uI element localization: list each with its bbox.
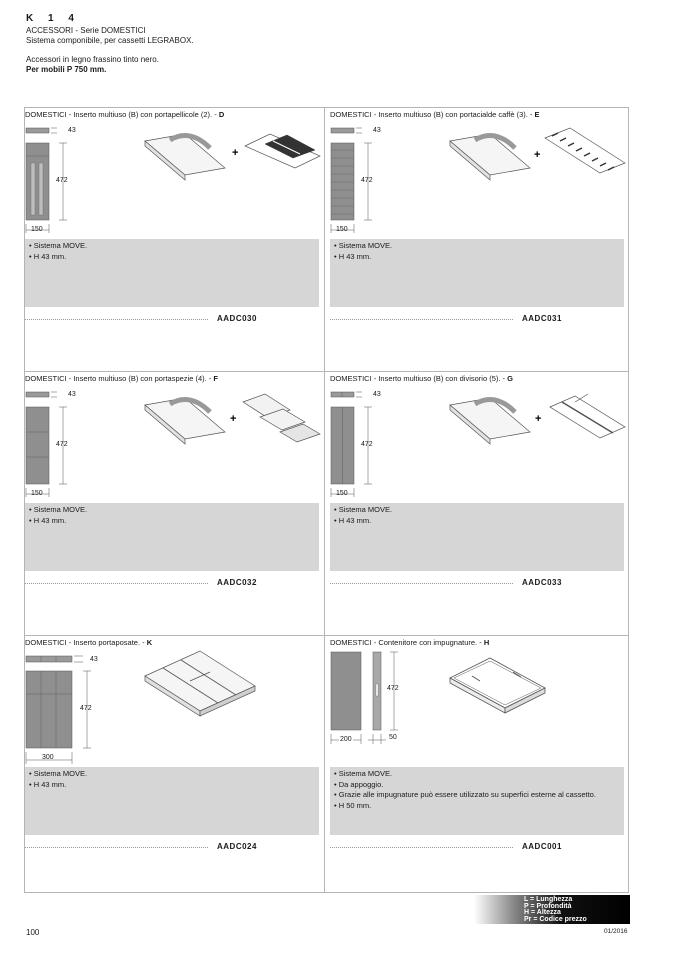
leader-dots (330, 847, 513, 849)
edition-date: 01/2016 (604, 928, 628, 935)
spec-bullet: • H 43 mm. (334, 515, 372, 525)
product-cell-e (330, 108, 630, 370)
spec-box (25, 503, 319, 571)
product-cell-f (25, 372, 325, 634)
product-code: AADC001 (522, 842, 562, 851)
legend-lunghezza: L = Lunghezza (524, 896, 573, 903)
spec-bullet: • Sistema MOVE. (29, 241, 88, 250)
dim-width: 150 (31, 490, 43, 497)
dim-width: 150 (31, 226, 43, 233)
dim-depth: 50 (389, 734, 397, 741)
product-code: AADC030 (217, 314, 257, 323)
product-cell-h (330, 636, 630, 898)
leader-dots (25, 847, 208, 849)
product-title: DOMESTICI - Inserto portaposate. - K (25, 638, 153, 647)
dim-height: 43 (373, 391, 381, 398)
dim-width: 150 (336, 226, 348, 233)
product-title: DOMESTICI - Inserto multiuso (B) con portaspezie (4). - F (25, 374, 218, 383)
spec-bullet: • Grazie alle impugnature può essere utilizzato su superfici esterne al cassetto. (334, 790, 596, 799)
spec-box (330, 503, 624, 571)
header-line-2: Sistema componibile, per cassetti LEGRABOX. (26, 36, 194, 45)
svg-text:+: + (230, 413, 237, 425)
header-line-1: ACCESSORI - Serie DOMESTICI (26, 26, 146, 35)
legend-profondita: P = Profondità (524, 902, 572, 910)
header-line-3: Accessori in legno frassino tinto nero. (26, 55, 159, 64)
dim-length: 472 (387, 685, 399, 692)
spec-bullet: • Sistema MOVE. (334, 769, 393, 778)
dim-height: 43 (68, 391, 76, 398)
leader-dots (330, 583, 513, 585)
spec-bullet: • Sistema MOVE. (334, 241, 393, 250)
svg-text:+: + (232, 147, 239, 159)
dim-length: 472 (80, 705, 92, 712)
product-cell-k (25, 636, 325, 898)
page-header (26, 14, 194, 75)
leader-dots (330, 319, 513, 321)
spec-bullet: • Da appoggio. (334, 779, 384, 789)
dim-height: 43 (373, 127, 381, 134)
product-title: DOMESTICI - Contenitore con impugnature. - H (330, 638, 490, 647)
dim-width: 150 (336, 490, 348, 497)
spec-box (330, 767, 624, 835)
spec-bullet: • H 43 mm. (29, 251, 67, 261)
legend-altezza: H = Altezza (524, 909, 561, 916)
dim-height: 43 (90, 656, 98, 663)
spec-bullet: • Sistema MOVE. (29, 769, 88, 778)
product-drawing (25, 636, 325, 766)
section-code: K 1 4 (26, 13, 80, 24)
product-code: AADC033 (522, 578, 562, 587)
dim-length: 472 (56, 177, 68, 184)
spec-bullet: • Sistema MOVE. (334, 505, 393, 514)
dim-length: 472 (361, 441, 373, 448)
spec-box (25, 239, 319, 307)
header-line-4: Per mobili P 750 mm. (26, 65, 107, 74)
spec-bullet: • Sistema MOVE. (29, 505, 88, 514)
dim-length: 472 (361, 177, 373, 184)
svg-text:+: + (535, 413, 542, 425)
leader-dots (25, 319, 208, 321)
spec-box (330, 239, 624, 307)
spec-bullet: • H 50 mm. (334, 800, 372, 810)
product-cell-d (25, 108, 325, 370)
dim-width: 200 (340, 736, 352, 743)
spec-bullet: • H 43 mm. (29, 515, 67, 525)
legend-box (474, 895, 630, 924)
page-number: 100 (26, 928, 40, 937)
product-title: DOMESTICI - Inserto multiuso (B) con divisorio (5). - G (330, 374, 513, 383)
dim-height: 43 (68, 127, 76, 134)
product-code: AADC024 (217, 842, 257, 851)
spec-box (25, 767, 319, 835)
product-code: AADC031 (522, 314, 562, 323)
dim-length: 472 (56, 441, 68, 448)
dim-width: 300 (42, 754, 54, 761)
product-title: DOMESTICI - Inserto multiuso (B) con portacialde caffè (3). - E (330, 110, 540, 119)
spec-bullet: • H 43 mm. (29, 779, 67, 789)
svg-text:+: + (534, 149, 541, 161)
legend-codice-prezzo: Pr = Codice prezzo (524, 915, 587, 923)
product-cell-g (330, 372, 630, 634)
product-title: DOMESTICI - Inserto multiuso (B) con portapellicole (2). - D (25, 110, 225, 119)
leader-dots (25, 583, 208, 585)
spec-bullet: • H 43 mm. (334, 251, 372, 261)
product-drawing (330, 636, 630, 766)
product-code: AADC032 (217, 578, 257, 587)
